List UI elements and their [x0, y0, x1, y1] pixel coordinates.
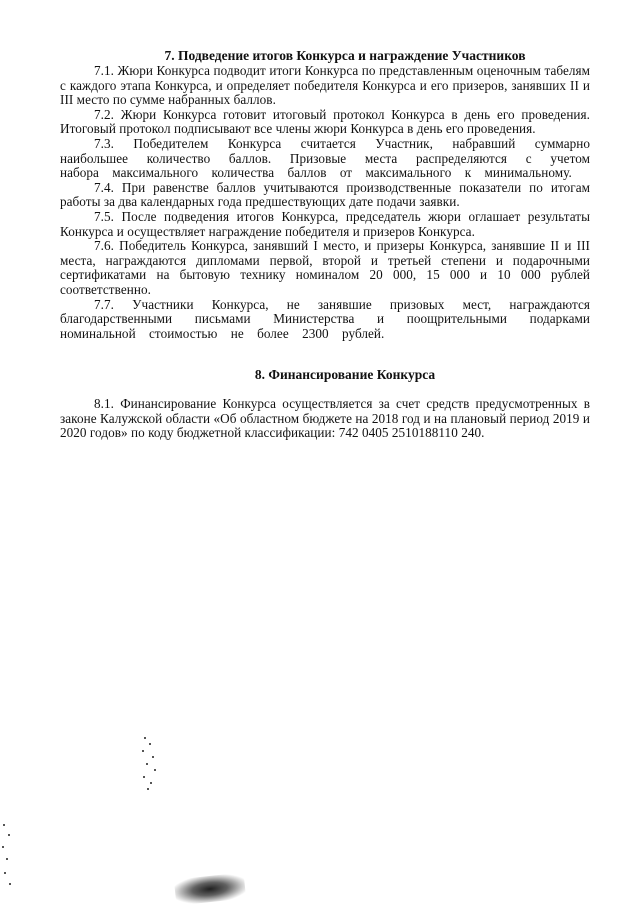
paragraph-7-4: 7.4. При равенстве баллов учитываются производственные показатели по итогам работы за два календарных года предшествующих дате подачи заявки. [60, 179, 590, 210]
paragraph-7-3: 7.3. Победителем Конкурса считается Участник, набравший суммарно наибольшее количество баллов. Призовые места распределяются с учетом набора максимального количества баллов от максимального к минимальному. [60, 135, 590, 181]
document-body [60, 48, 590, 441]
paragraph-7-5: 7.5. После подведения итогов Конкурса, председатель жюри оглашает результаты Конкурса и осуществляет награждение победителя и призеров Конкурса. [60, 208, 590, 239]
paragraph-7-1: 7.1. Жюри Конкурса подводит итоги Конкурса по представленным оценочным табелям с каждого этапа Конкурса, и определяет победителя Конкурса и его призеров, занявших II и III место по сумме набранных баллов. [60, 63, 590, 108]
paragraph-7-6: 7.6. Победитель Конкурса, занявший I место, и призеры Конкурса, занявшие II и III места, награждаются дипломами первой, второй и третьей степени и подарочными сертификатами на бытовую технику номиналом 20 000, 15 000 и 10 000 рублей соответственно. [60, 238, 590, 297]
section-8-title: 8. Финансирование Конкурса [254, 367, 436, 383]
scan-noise-specks [140, 735, 160, 795]
paragraph-7-2: 7.2. Жюри Конкурса готовит итоговый протокол Конкурса в день его проведения. Итоговый протокол подписывают все члены жюри Конкурса в день его проведения. [60, 106, 590, 137]
section-7-title: 7. Подведение итогов Конкурса и награждение Участников [164, 48, 526, 63]
paragraph-8-1: 8.1. Финансирование Конкурса осуществляется за счет средств предусмотренных в законе Калужской области «Об областном бюджете на 2018 год и на плановый период 2019 и 2020 годов» по коду бюджетной классификации: 742 0405 2510188110 240. [60, 396, 590, 441]
paragraph-7-7: 7.7. Участники Конкурса, не занявшие призовых мест, награждаются благодарственными письмами Министерства и поощрительными подарками номинальной стоимостью не более 2300 рублей. [60, 296, 590, 341]
scan-smudge-mark [174, 872, 246, 905]
scan-edge-noise [0, 820, 14, 890]
